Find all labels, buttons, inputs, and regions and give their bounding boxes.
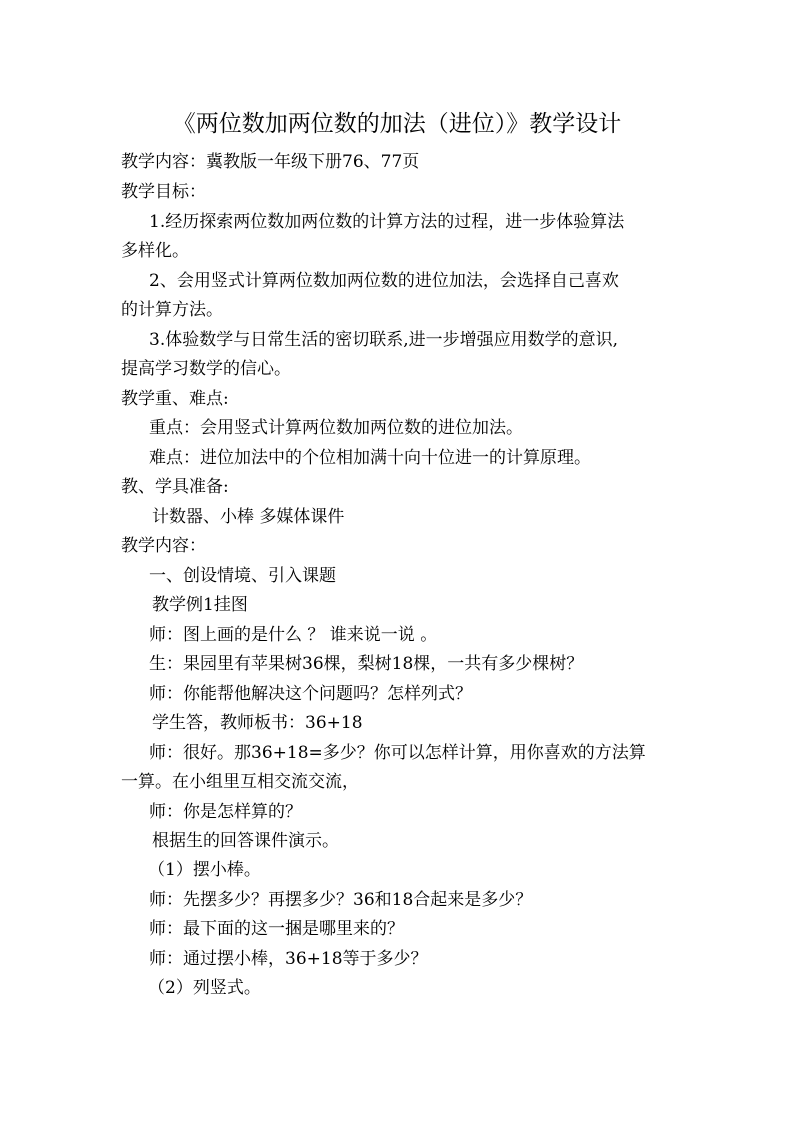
- document-title: 《两位数加两位数的加法（进位）》教学设计: [172, 111, 622, 137]
- line-teacher-5: 师：先摆多少？再摆多少？36和18合起来是多少？: [149, 890, 533, 910]
- line-objective-2-cont: 的计算方法。: [121, 300, 223, 320]
- line-teacher-2: 师：你能帮他解决这个问题吗？怎样列式？: [149, 684, 472, 704]
- line-objective-3-cont: 提高学习数学的信心。: [121, 359, 291, 379]
- line-demo: 根据生的回答课件演示。: [152, 831, 339, 851]
- line-step-2: （2）列竖式。: [148, 978, 261, 998]
- line-objectives-heading: 教学目标：: [121, 182, 206, 202]
- line-section-1: 一、创设情境、引入课题: [149, 566, 336, 586]
- line-student-1: 生：果园里有苹果树36棵，梨树18棵，一共有多少棵树？: [149, 654, 584, 674]
- line-key-point: 重点：会用竖式计算两位数加两位数的进位加法。: [149, 418, 523, 438]
- line-objective-1: 1.经历探索两位数加两位数的计算方法的过程，进一步体验算法: [149, 212, 625, 232]
- line-objective-3: 3.体验数学与日常生活的密切联系,进一步增强应用数学的意识,: [149, 330, 619, 350]
- line-key-points-heading: 教学重、难点:: [121, 389, 229, 409]
- line-teaching-content: 教学内容：冀教版一年级下册76、77页: [121, 152, 420, 172]
- line-teacher-4: 师：你是怎样算的？: [149, 802, 302, 822]
- line-board-write: 学生答，教师板书：36+18: [152, 713, 363, 733]
- line-materials-heading: 教、学具准备:: [121, 477, 229, 497]
- line-procedure-heading: 教学内容：: [121, 536, 206, 556]
- line-teacher-1: 师：图上画的是什么 ？ 谁来说一说 。: [149, 625, 438, 645]
- line-materials: 计数器、小棒 多媒体课件: [152, 507, 345, 527]
- line-teacher-3: 师：很好。那36+18=多少？你可以怎样计算，用你喜欢的方法算: [149, 743, 646, 763]
- line-difficult-point: 难点：进位加法中的个位相加满十向十位进一的计算原理。: [149, 448, 591, 468]
- line-teacher-6: 师：最下面的这一捆是哪里来的？: [149, 919, 404, 939]
- line-teacher-7: 师：通过摆小棒，36+18等于多少？: [149, 949, 428, 969]
- line-teacher-3-cont: 一算。在小组里互相交流交流，: [121, 772, 359, 792]
- line-objective-2: 2、会用竖式计算两位数加两位数的进位加法，会选择自己喜欢: [149, 271, 619, 291]
- line-example-1: 教学例1挂图: [152, 595, 248, 615]
- line-step-1: （1）摆小棒。: [148, 860, 261, 880]
- line-objective-1-cont: 多样化。: [121, 241, 189, 261]
